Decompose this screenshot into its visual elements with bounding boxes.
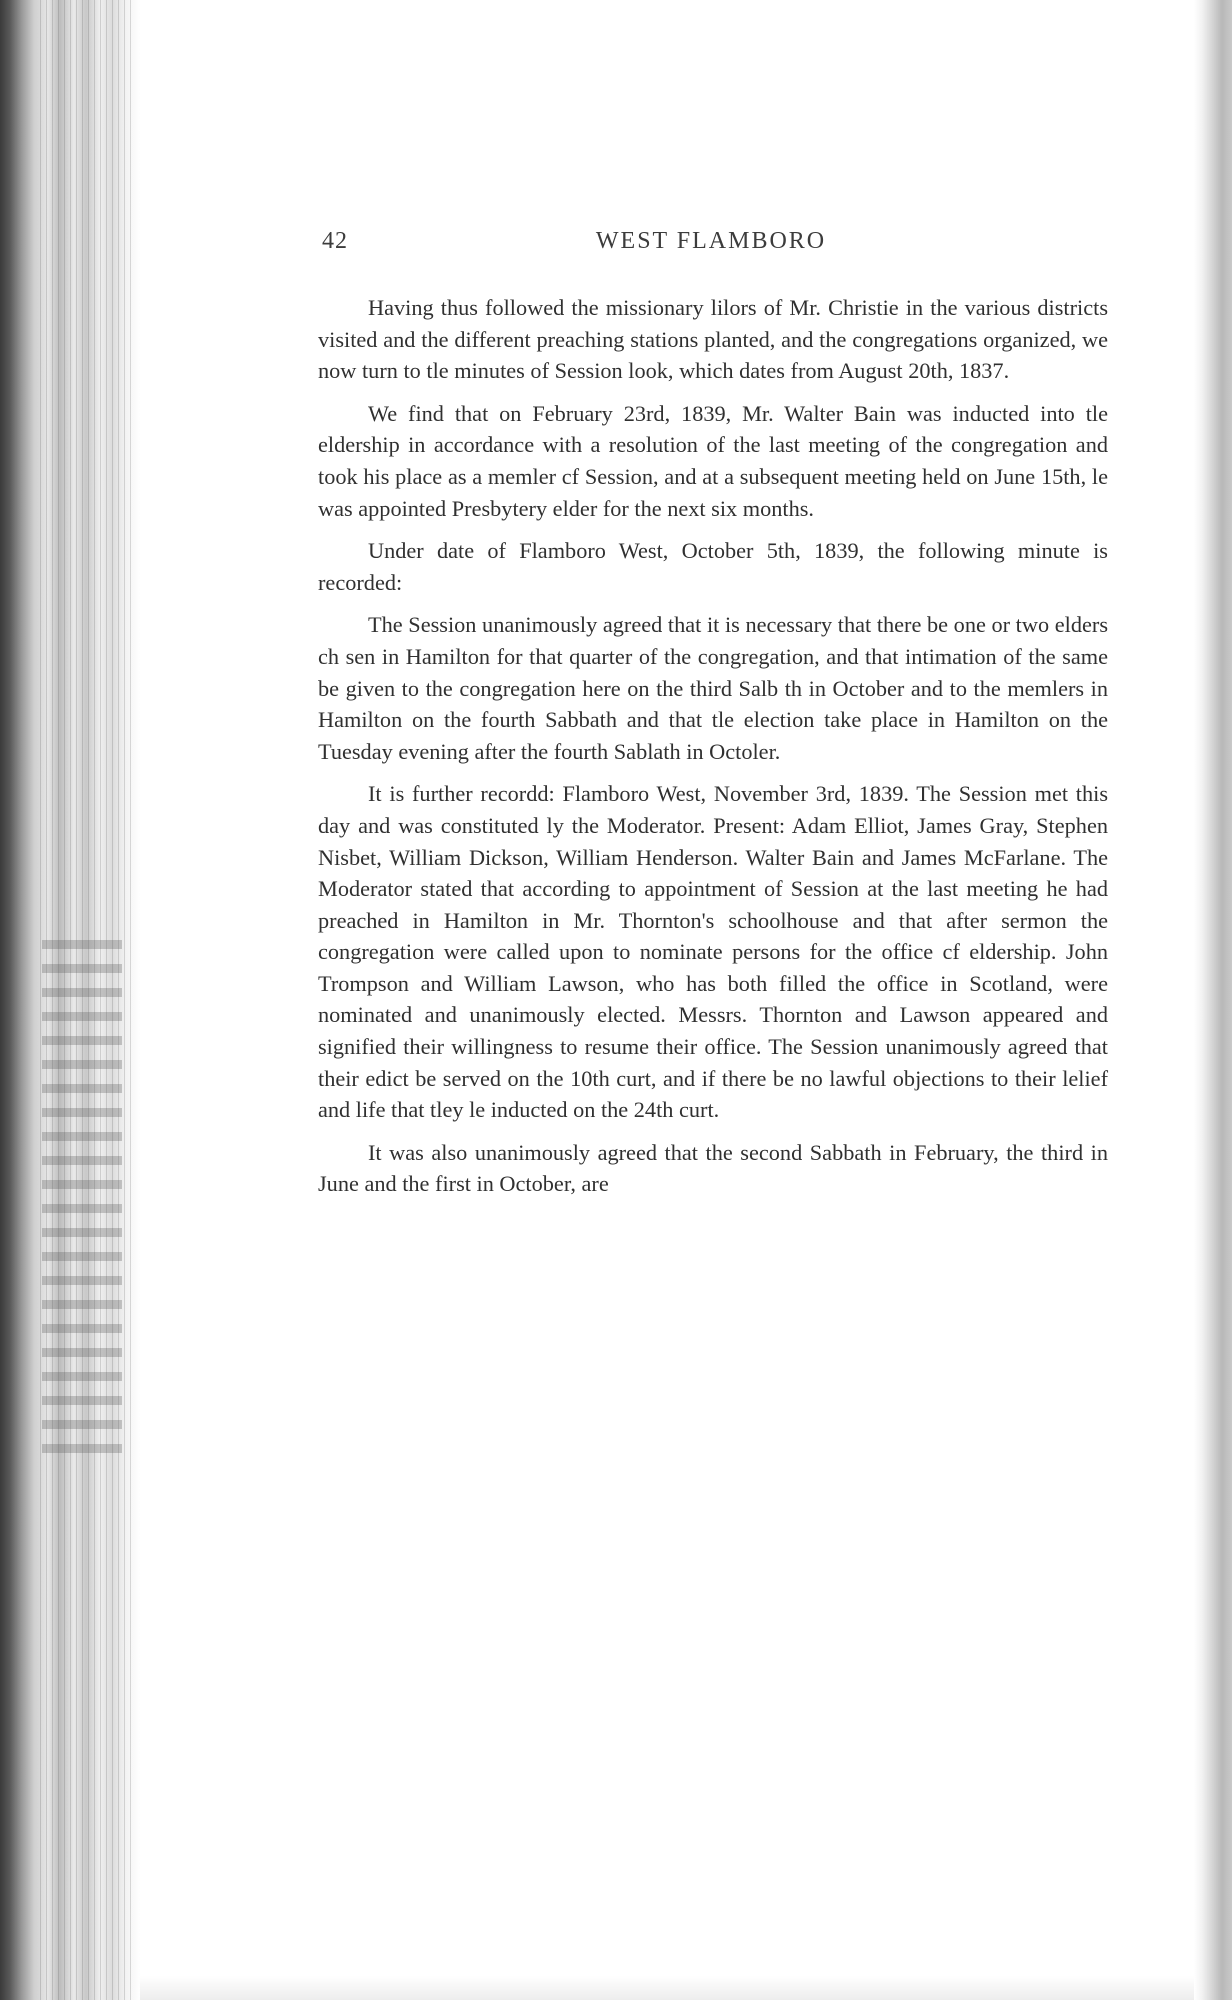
page-header [322,228,1100,268]
body-text [318,292,1108,1211]
book-binding-edge [0,0,140,2000]
paragraph-november-meeting: It is further recordd: Flamboro West, November 3rd, 1839. The Session met this day and was constituted ly the Moderator. Present: Adam Elliot, James Gray, Stephen Nisbet, William Dickson, William Henderson. Walter Bain and James McFarlane. The Moderator stated that according to appointment of Session at the last meeting he had preached in Hamilton in Mr. Thornton's schoolhouse and that after sermon the congregation were called upon to nominate persons for the office cf eldership. John Trompson and William Lawson, who has both filled the office in Scotland, were nominated and unanimously elected. Messrs. Thornton and Lawson appeared and signified their willingness to resume their office. The Session unanimously agreed that their edict be served on the 10th curt, and if there be no lawful objections to their lelief and life that tley le inducted on the 24th curt. [318,781,1108,1123]
paragraph-missionary-labors: Having thus followed the missionary lilors of Mr. Christie in the various districts visited and the different preaching stations planted, and the congregations organized, we now turn to tle minutes of Session look, which dates from August 20th, 1837. [318,295,1108,384]
spine-stamp [42,940,122,1460]
paragraph-session-minute: The Session unanimously agreed that it is necessary that there be one or two elders ch sen in Hamilton for that quarter of the congregation, and that intimation of the same be given to the congregation here on the third Salb th in October and to the memlers in Hamilton on the fourth Sabbath and that tle election take place in Hamilton on the Tuesday evening after the fourth Sablath in Octoler. [318,612,1108,764]
paragraph-sabbath-dates: It was also unanimously agreed that the second Sabbath in February, the third in June and the first in October, are [318,1139,1108,1197]
page-number: 42 [322,228,348,254]
running-title: WEST FLAMBORO [595,228,827,254]
page-right-edge [1194,0,1232,2000]
page-bottom-shade [140,1976,1194,2000]
paragraph-walter-bain: We find that on February 23rd, 1839, Mr. Walter Bain was inducted into tle eldership in accordance with a resolution of the last meeting of the congregation and took his place as a memler cf Session, and at a subsequent meeting held on June 15th, le was appointed Presbytery elder for the next six months. [318,400,1108,521]
paragraph-minute-intro: Under date of Flamboro West, October 5th, 1839, the following minute is recorded: [318,538,1108,595]
